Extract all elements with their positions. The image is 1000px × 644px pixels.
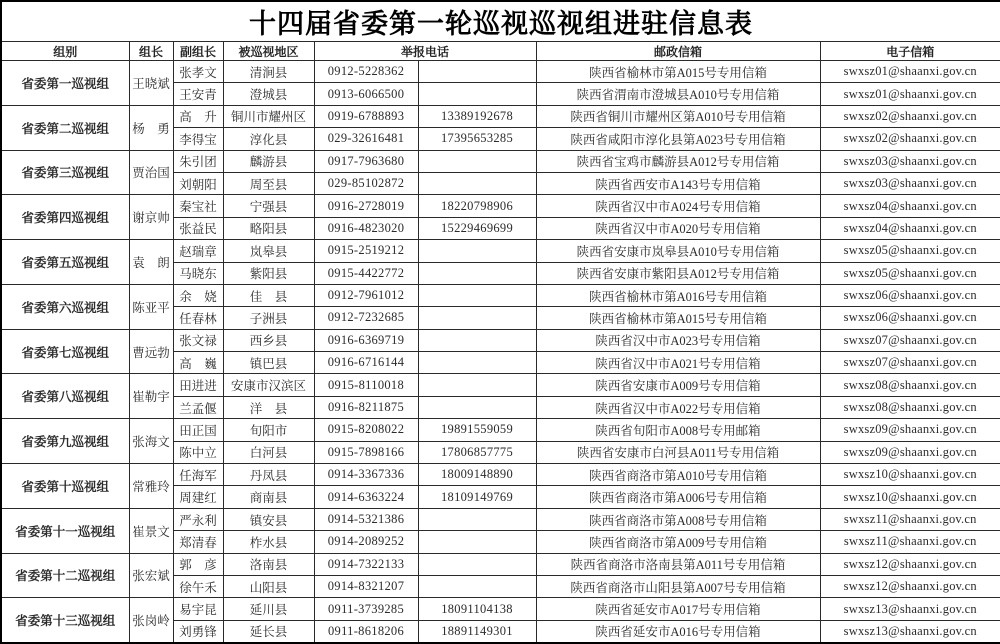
phone-cell: 0912-5228362 [314,61,418,83]
email-cell: swxsz04@shaanxi.gov.cn [820,195,1000,217]
email-cell: swxsz11@shaanxi.gov.cn [820,508,1000,530]
table-row [1,195,1000,217]
region-cell: 子洲县 [223,307,314,329]
mobile-cell: 17806857775 [418,441,536,463]
mobile-cell [418,61,536,83]
deputy-cell: 严永利 [173,508,223,530]
postal-cell: 陕西省旬阳市A008号专用邮箱 [536,419,820,441]
col-header-group: 组别 [1,42,129,61]
email-cell: swxsz06@shaanxi.gov.cn [820,284,1000,306]
postal-cell: 陕西省宝鸡市麟游县A012号专用信箱 [536,150,820,172]
table-row [1,464,1000,486]
mobile-cell: 17395653285 [418,128,536,150]
postal-cell: 陕西省商洛市山阳县第A007号专用信箱 [536,575,820,597]
postal-cell: 陕西省延安市A016号专用信箱 [536,620,820,643]
table-row [1,508,1000,530]
postal-cell: 陕西省安康市紫阳县A012号专用信箱 [536,262,820,284]
mobile-cell [418,531,536,553]
deputy-cell: 朱引团 [173,150,223,172]
deputy-cell: 刘朝阳 [173,172,223,194]
deputy-cell: 张孝文 [173,61,223,83]
leader-name-cell: 崔景文 [129,508,173,553]
region-cell: 紫阳县 [223,262,314,284]
deputy-cell: 郭 彦 [173,553,223,575]
deputy-cell: 张文禄 [173,329,223,351]
email-cell: swxsz12@shaanxi.gov.cn [820,575,1000,597]
deputy-cell: 陈中立 [173,441,223,463]
deputy-cell: 任海军 [173,464,223,486]
email-cell: swxsz08@shaanxi.gov.cn [820,374,1000,396]
phone-cell: 0914-8321207 [314,575,418,597]
phone-cell: 0916-6369719 [314,329,418,351]
table-head [1,1,1000,61]
region-cell: 佳 县 [223,284,314,306]
postal-cell: 陕西省商洛市洛南县第A011号专用信箱 [536,553,820,575]
region-cell: 周至县 [223,172,314,194]
postal-cell: 陕西省商洛市第A010号专用信箱 [536,464,820,486]
phone-cell: 0914-5321386 [314,508,418,530]
table-row [1,598,1000,620]
deputy-cell: 刘勇锋 [173,620,223,643]
postal-cell: 陕西省榆林市第A016号专用信箱 [536,284,820,306]
mobile-cell [418,352,536,374]
postal-cell: 陕西省商洛市第A009号专用信箱 [536,531,820,553]
group-name-cell: 省委第四巡视组 [1,195,129,240]
region-cell: 宁强县 [223,195,314,217]
mobile-cell [418,262,536,284]
postal-cell: 陕西省汉中市A021号专用信箱 [536,352,820,374]
postal-cell: 陕西省汉中市A022号专用信箱 [536,396,820,418]
email-cell: swxsz04@shaanxi.gov.cn [820,217,1000,239]
group-name-cell: 省委第六巡视组 [1,284,129,329]
mobile-cell: 19891559059 [418,419,536,441]
mobile-cell: 18891149301 [418,620,536,643]
deputy-cell: 马晓东 [173,262,223,284]
table-row [1,419,1000,441]
phone-cell: 029-32616481 [314,128,418,150]
phone-cell: 0914-6363224 [314,486,418,508]
deputy-cell: 张益民 [173,217,223,239]
region-cell: 柞水县 [223,531,314,553]
email-cell: swxsz02@shaanxi.gov.cn [820,128,1000,150]
mobile-cell [418,150,536,172]
mobile-cell [418,374,536,396]
deputy-cell: 田进进 [173,374,223,396]
group-name-cell: 省委第五巡视组 [1,240,129,285]
email-cell: swxsz02@shaanxi.gov.cn [820,105,1000,127]
deputy-cell: 余 娆 [173,284,223,306]
leader-name-cell: 张岗岭 [129,598,173,643]
table-row [1,150,1000,172]
postal-cell: 陕西省汉中市A023号专用信箱 [536,329,820,351]
table-row [1,284,1000,306]
group-name-cell: 省委第十三巡视组 [1,598,129,643]
group-name-cell: 省委第七巡视组 [1,329,129,374]
deputy-cell: 郑清春 [173,531,223,553]
region-cell: 洛南县 [223,553,314,575]
phone-cell: 0916-6716144 [314,352,418,374]
group-name-cell: 省委第三巡视组 [1,150,129,195]
group-name-cell: 省委第十巡视组 [1,464,129,509]
region-cell: 西乡县 [223,329,314,351]
table-body [1,61,1000,644]
email-cell: swxsz01@shaanxi.gov.cn [820,83,1000,105]
mobile-cell [418,284,536,306]
mobile-cell [418,508,536,530]
postal-cell: 陕西省榆林市第A015号专用信箱 [536,307,820,329]
col-header-email: 电子信箱 [820,42,1000,61]
phone-cell: 0911-3739285 [314,598,418,620]
title-row [1,1,1000,42]
postal-cell: 陕西省汉中市A024号专用信箱 [536,195,820,217]
postal-cell: 陕西省延安市A017号专用信箱 [536,598,820,620]
table-row [1,240,1000,262]
region-cell: 旬阳市 [223,419,314,441]
phone-cell: 0912-7961012 [314,284,418,306]
postal-cell: 陕西省渭南市澄城县A010号专用信箱 [536,83,820,105]
phone-cell: 029-85102872 [314,172,418,194]
region-cell: 山阳县 [223,575,314,597]
region-cell: 岚皋县 [223,240,314,262]
phone-cell: 0915-8208022 [314,419,418,441]
col-header-deputy: 副组长 [173,42,223,61]
deputy-cell: 高 升 [173,105,223,127]
page-title: 十四届省委第一轮巡视巡视组进驻信息表 [1,1,1000,42]
postal-cell: 陕西省商洛市第A006号专用信箱 [536,486,820,508]
email-cell: swxsz13@shaanxi.gov.cn [820,620,1000,643]
postal-cell: 陕西省西安市A143号专用信箱 [536,172,820,194]
table-row [1,329,1000,351]
leader-name-cell: 张宏斌 [129,553,173,598]
region-cell: 镇巴县 [223,352,314,374]
deputy-cell: 易宇昆 [173,598,223,620]
mobile-cell [418,329,536,351]
region-cell: 澄城县 [223,83,314,105]
phone-cell: 0911-8618206 [314,620,418,643]
phone-cell: 0919-6788893 [314,105,418,127]
deputy-cell: 任春林 [173,307,223,329]
leader-name-cell: 王晓斌 [129,61,173,106]
postal-cell: 陕西省榆林市第A015号专用信箱 [536,61,820,83]
region-cell: 商南县 [223,486,314,508]
table-row [1,553,1000,575]
email-cell: swxsz09@shaanxi.gov.cn [820,441,1000,463]
postal-cell: 陕西省汉中市A020号专用信箱 [536,217,820,239]
mobile-cell: 18091104138 [418,598,536,620]
region-cell: 铜川市耀州区 [223,105,314,127]
postal-cell: 陕西省安康市岚皋县A010号专用信箱 [536,240,820,262]
region-cell: 丹凤县 [223,464,314,486]
group-name-cell: 省委第八巡视组 [1,374,129,419]
phone-cell: 0915-8110018 [314,374,418,396]
deputy-cell: 秦宝社 [173,195,223,217]
deputy-cell: 高 巍 [173,352,223,374]
leader-name-cell: 张海文 [129,419,173,464]
email-cell: swxsz07@shaanxi.gov.cn [820,352,1000,374]
phone-cell: 0912-7232685 [314,307,418,329]
email-cell: swxsz03@shaanxi.gov.cn [820,172,1000,194]
email-cell: swxsz05@shaanxi.gov.cn [820,262,1000,284]
region-cell: 白河县 [223,441,314,463]
group-name-cell: 省委第九巡视组 [1,419,129,464]
phone-cell: 0915-2519212 [314,240,418,262]
region-cell: 延长县 [223,620,314,643]
postal-cell: 陕西省铜川市耀州区第A010号专用信箱 [536,105,820,127]
email-cell: swxsz08@shaanxi.gov.cn [820,396,1000,418]
email-cell: swxsz05@shaanxi.gov.cn [820,240,1000,262]
leader-name-cell: 杨 勇 [129,105,173,150]
email-cell: swxsz12@shaanxi.gov.cn [820,553,1000,575]
mobile-cell [418,172,536,194]
region-cell: 洋 县 [223,396,314,418]
group-name-cell: 省委第十一巡视组 [1,508,129,553]
email-cell: swxsz11@shaanxi.gov.cn [820,531,1000,553]
table-row [1,61,1000,83]
mobile-cell [418,396,536,418]
table-row [1,105,1000,127]
col-header-postal: 邮政信箱 [536,42,820,61]
leader-name-cell: 曹远勃 [129,329,173,374]
deputy-cell: 田正国 [173,419,223,441]
col-header-region: 被巡视地区 [223,42,314,61]
postal-cell: 陕西省安康市白河县A011号专用信箱 [536,441,820,463]
region-cell: 延川县 [223,598,314,620]
email-cell: swxsz07@shaanxi.gov.cn [820,329,1000,351]
postal-cell: 陕西省咸阳市淳化县第A023号专用信箱 [536,128,820,150]
mobile-cell: 13389192678 [418,105,536,127]
table-row [1,374,1000,396]
postal-cell: 陕西省安康市A009号专用信箱 [536,374,820,396]
email-cell: swxsz06@shaanxi.gov.cn [820,307,1000,329]
region-cell: 麟游县 [223,150,314,172]
region-cell: 略阳县 [223,217,314,239]
phone-cell: 0915-4422772 [314,262,418,284]
email-cell: swxsz10@shaanxi.gov.cn [820,486,1000,508]
leader-name-cell: 常雅玲 [129,464,173,509]
region-cell: 镇安县 [223,508,314,530]
col-header-leader: 组长 [129,42,173,61]
mobile-cell [418,553,536,575]
phone-cell: 0913-6066500 [314,83,418,105]
postal-cell: 陕西省商洛市第A008号专用信箱 [536,508,820,530]
deputy-cell: 周建红 [173,486,223,508]
email-cell: swxsz03@shaanxi.gov.cn [820,150,1000,172]
deputy-cell: 王安青 [173,83,223,105]
mobile-cell: 18220798906 [418,195,536,217]
phone-cell: 0917-7963680 [314,150,418,172]
mobile-cell: 18109149769 [418,486,536,508]
group-name-cell: 省委第十二巡视组 [1,553,129,598]
deputy-cell: 徐午禾 [173,575,223,597]
region-cell: 清涧县 [223,61,314,83]
email-cell: swxsz09@shaanxi.gov.cn [820,419,1000,441]
phone-cell: 0916-4823020 [314,217,418,239]
leader-name-cell: 崔勒宇 [129,374,173,419]
leader-name-cell: 陈亚平 [129,284,173,329]
mobile-cell [418,240,536,262]
leader-name-cell: 谢京帅 [129,195,173,240]
leader-name-cell: 贾治国 [129,150,173,195]
region-cell: 安康市汉滨区 [223,374,314,396]
region-cell: 淳化县 [223,128,314,150]
deputy-cell: 兰孟偃 [173,396,223,418]
phone-cell: 0916-8211875 [314,396,418,418]
mobile-cell [418,83,536,105]
phone-cell: 0915-7898166 [314,441,418,463]
mobile-cell: 15229469699 [418,217,536,239]
phone-cell: 0914-3367336 [314,464,418,486]
mobile-cell [418,307,536,329]
email-cell: swxsz01@shaanxi.gov.cn [820,61,1000,83]
phone-cell: 0914-2089252 [314,531,418,553]
mobile-cell [418,575,536,597]
col-header-phone: 举报电话 [314,42,536,61]
group-name-cell: 省委第二巡视组 [1,105,129,150]
email-cell: swxsz10@shaanxi.gov.cn [820,464,1000,486]
header-row [1,42,1000,61]
email-cell: swxsz13@shaanxi.gov.cn [820,598,1000,620]
phone-cell: 0914-7322133 [314,553,418,575]
group-name-cell: 省委第一巡视组 [1,61,129,106]
mobile-cell: 18009148890 [418,464,536,486]
deputy-cell: 赵瑞章 [173,240,223,262]
leader-name-cell: 袁 朗 [129,240,173,285]
deputy-cell: 李得宝 [173,128,223,150]
phone-cell: 0916-2728019 [314,195,418,217]
